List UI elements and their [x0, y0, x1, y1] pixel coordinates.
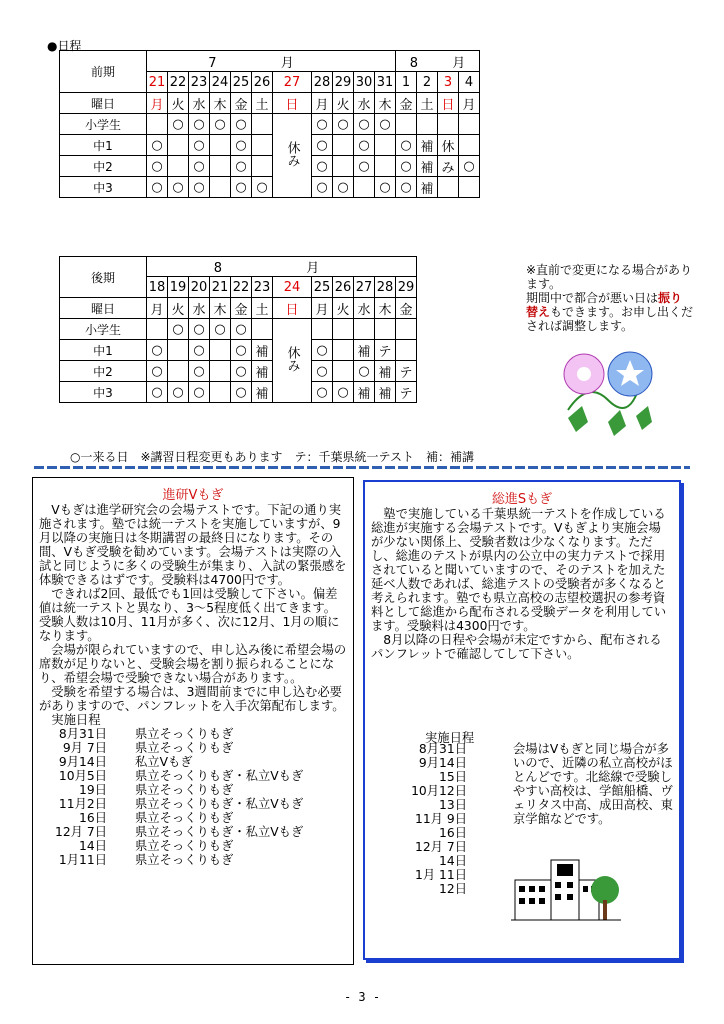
- attendance-cell: み: [438, 156, 459, 177]
- attendance-cell: [333, 340, 354, 361]
- attendance-cell: 補: [417, 156, 438, 177]
- attendance-cell: 補: [354, 340, 375, 361]
- smogi-paragraph: 塾で実施している千葉県統一テストを作成している総進が実施する会場テストです。Vもぎより実施会場が少ない関係上、受験者数は少なくなります。ただし、総進のテストが県内の公立中の実力テストで採用されていると聞いていますので、そのテストを加えた延べ人数であれば、総進テストの受験者が多くなると考えられます。塾でも県立高校の志望校選択の参考資料として総進から配布される受験データを利用しています。受験料は4300円です。: [371, 507, 667, 633]
- attendance-cell: ○: [189, 382, 210, 403]
- attendance-cell: ○: [231, 340, 252, 361]
- month-aug: 8: [213, 261, 223, 276]
- day-cell: 30: [354, 72, 375, 93]
- attendance-cell: ○: [147, 177, 168, 198]
- weekday-cell: 月: [312, 298, 333, 319]
- weekday-cell: 金: [396, 93, 417, 114]
- weekday-cell: 木: [375, 298, 396, 319]
- weekday-cell: 火: [333, 298, 354, 319]
- attendance-cell: [396, 319, 417, 340]
- smogi-paragraph: 8月以降の日程や会場が未定ですから、配布されるパンフレットで確認してして下さい。: [371, 633, 662, 661]
- weekday-cell: 金: [231, 93, 252, 114]
- attendance-cell: ○: [312, 135, 333, 156]
- attendance-cell: ○: [147, 156, 168, 177]
- attendance-cell: 補: [375, 382, 396, 403]
- attendance-cell: [147, 319, 168, 340]
- attendance-cell: ○: [189, 340, 210, 361]
- smogi-box: [363, 480, 681, 960]
- term-label: 後期: [60, 257, 147, 298]
- month-jul: 7: [208, 55, 217, 71]
- attendance-cell: ○: [354, 156, 375, 177]
- schedule-event: 県立そっくりもぎ・私立Vもぎ: [135, 797, 304, 811]
- attendance-cell: [459, 114, 480, 135]
- schedule-row: [39, 853, 347, 867]
- attendance-cell: テ: [375, 340, 396, 361]
- attendance-cell: [168, 361, 189, 382]
- grade-row: [60, 177, 480, 198]
- vmogi-sched-title: 実施日程: [39, 713, 101, 727]
- schedule-date: 12月 7日: [55, 825, 107, 839]
- attendance-cell: ○: [396, 177, 417, 198]
- month-jul-tsuki: 月: [280, 55, 294, 71]
- grade-label: 中3: [60, 177, 147, 198]
- weekday-cell: 木: [375, 93, 396, 114]
- grade-row: [60, 319, 417, 340]
- weekday-cell: 日: [438, 93, 459, 114]
- attendance-cell: ○: [375, 114, 396, 135]
- separator: [34, 466, 690, 469]
- attendance-cell: ○: [252, 177, 273, 198]
- vmogi-paragraph: 会場が限られていますので、申し込み後に希望会場の席数が足りないと、受験会場を割り振られることになり、希望会場で受験できない場合があります。。: [39, 643, 347, 685]
- day-cell: 4: [459, 72, 480, 93]
- grade-label: 小学生: [60, 114, 147, 135]
- schedule-date: 8月31日: [58, 727, 107, 741]
- schedule-date: 1月 11日: [415, 868, 467, 882]
- attendance-cell: [312, 319, 333, 340]
- weekday-cell: 月: [459, 93, 480, 114]
- schedule-event: 私立Vもぎ: [135, 755, 193, 769]
- schedule-event: 県立そっくりもぎ: [135, 783, 234, 797]
- day-cell: 3: [438, 72, 459, 93]
- attendance-cell: [375, 156, 396, 177]
- attendance-cell: 休: [438, 135, 459, 156]
- day-cell: 28: [375, 277, 396, 298]
- schedule-date: 1月11日: [58, 853, 107, 867]
- weekday-cell: 日: [273, 93, 312, 114]
- weekday-cell: 金: [231, 298, 252, 319]
- day-cell: 27: [273, 72, 312, 93]
- schedule-event: 県立そっくりもぎ: [135, 811, 234, 825]
- month-aug-tsuki: 月: [306, 261, 320, 276]
- attendance-cell: ○: [189, 156, 210, 177]
- attendance-cell: ○: [231, 382, 252, 403]
- attendance-cell: ○: [168, 177, 189, 198]
- schedule-date: 9月14日: [58, 755, 107, 769]
- schedule-row: [39, 755, 347, 769]
- attendance-cell: [333, 361, 354, 382]
- grade-row: [60, 361, 417, 382]
- side-note: [526, 263, 694, 333]
- schedule-event: 県立そっくりもぎ: [135, 741, 234, 755]
- grade-row: [60, 156, 480, 177]
- attendance-cell: 補: [252, 382, 273, 403]
- schedule-event: 県立そっくりもぎ・私立Vもぎ: [135, 769, 304, 783]
- attendance-cell: [252, 114, 273, 135]
- schedule-date: 12日: [439, 882, 467, 896]
- attendance-cell: [375, 319, 396, 340]
- attendance-cell: ○: [312, 340, 333, 361]
- day-cell: 23: [252, 277, 273, 298]
- weekday-cell: 木: [210, 93, 231, 114]
- side-note-line2b: もできます。お申し出くだされば調整します。: [526, 305, 694, 333]
- schedule-row: [39, 727, 347, 741]
- schedule-row: [39, 811, 347, 825]
- schedule-date: 10月5日: [58, 769, 107, 783]
- attendance-cell: [210, 177, 231, 198]
- vmogi-box: [32, 477, 354, 965]
- day-cell: 25: [231, 72, 252, 93]
- attendance-cell: [396, 340, 417, 361]
- day-cell: 18: [147, 277, 168, 298]
- attendance-cell: ○: [333, 114, 354, 135]
- schedule-date: 16日: [439, 826, 467, 840]
- day-cell: 21: [147, 72, 168, 93]
- attendance-cell: 補: [417, 135, 438, 156]
- side-note-line2a: 期間中で都合が悪い日は: [526, 291, 659, 305]
- weekday-cell: 火: [333, 93, 354, 114]
- schedule-row: [39, 825, 347, 839]
- attendance-cell: [396, 114, 417, 135]
- attendance-cell: ○: [333, 382, 354, 403]
- attendance-cell: [252, 135, 273, 156]
- attendance-cell: [333, 156, 354, 177]
- weekday-label: 曜日: [60, 298, 147, 319]
- schedule-date: 15日: [439, 770, 467, 784]
- weekday-cell: 木: [210, 298, 231, 319]
- day-cell: 26: [333, 277, 354, 298]
- attendance-cell: ○: [312, 156, 333, 177]
- day-cell: 2: [417, 72, 438, 93]
- attendance-cell: 補: [252, 361, 273, 382]
- holiday-mark: 休み: [284, 140, 300, 167]
- attendance-cell: [210, 361, 231, 382]
- weekday-cell: 月: [312, 93, 333, 114]
- attendance-cell: ○: [168, 114, 189, 135]
- vmogi-paragraph: できれば2回、最低でも1回は受験して下さい。偏差値は統一テストと異なり、3～5程度低く出てきます。受験人数は10月、11月が多く、次に12月、1月の順になります。: [39, 587, 340, 643]
- attendance-cell: ○: [459, 156, 480, 177]
- weekday-cell: 土: [417, 93, 438, 114]
- day-cell: 25: [312, 277, 333, 298]
- weekday-cell: 水: [189, 93, 210, 114]
- weekday-cell: 日: [273, 298, 312, 319]
- holiday-mark: 休み: [284, 345, 300, 372]
- weekday-cell: 火: [168, 93, 189, 114]
- attendance-cell: [168, 156, 189, 177]
- attendance-cell: ○: [189, 135, 210, 156]
- attendance-cell: 補: [375, 361, 396, 382]
- attendance-cell: [210, 135, 231, 156]
- schedule-date: 9月14日: [418, 756, 467, 770]
- smogi-title: 総進Sもぎ: [491, 492, 553, 507]
- attendance-cell: 補: [354, 382, 375, 403]
- attendance-cell: ○: [210, 114, 231, 135]
- schedule-date: 14日: [439, 854, 467, 868]
- attendance-cell: ○: [189, 177, 210, 198]
- schedule-date: 14日: [79, 839, 107, 853]
- day-cell: 31: [375, 72, 396, 93]
- schedule-event: 県立そっくりもぎ: [135, 727, 234, 741]
- weekday-label: 曜日: [60, 93, 147, 114]
- attendance-cell: テ: [396, 361, 417, 382]
- day-cell: 19: [168, 277, 189, 298]
- weekday-cell: 金: [396, 298, 417, 319]
- schedule-date: 8月31日: [418, 742, 467, 756]
- attendance-cell: ○: [354, 361, 375, 382]
- vmogi-title: 進研Vもぎ: [162, 488, 224, 503]
- schedule-row: [39, 783, 347, 797]
- attendance-cell: [168, 135, 189, 156]
- attendance-cell: ○: [231, 135, 252, 156]
- weekday-cell: 土: [252, 93, 273, 114]
- section-title: ●日程: [47, 39, 82, 53]
- day-cell: 22: [231, 277, 252, 298]
- day-cell: 28: [312, 72, 333, 93]
- month-aug: 8: [409, 55, 419, 71]
- grade-row: [60, 382, 417, 403]
- grade-label: 小学生: [60, 319, 147, 340]
- smogi-sched-title: 実施日程: [425, 731, 475, 745]
- attendance-cell: ○: [231, 177, 252, 198]
- school-building-illustration: [511, 850, 621, 926]
- attendance-cell: [168, 340, 189, 361]
- attendance-cell: ○: [375, 177, 396, 198]
- weekday-cell: 火: [168, 298, 189, 319]
- attendance-cell: ○: [147, 382, 168, 403]
- schedule-date: 9月 7日: [62, 741, 107, 755]
- attendance-cell: [210, 382, 231, 403]
- attendance-cell: [333, 319, 354, 340]
- attendance-cell: ○: [147, 361, 168, 382]
- attendance-cell: ○: [210, 319, 231, 340]
- schedule-date: 10月12日: [411, 784, 467, 798]
- weekday-cell: 月: [147, 93, 168, 114]
- weekday-cell: 水: [354, 93, 375, 114]
- attendance-cell: ○: [231, 361, 252, 382]
- attendance-cell: [438, 177, 459, 198]
- day-cell: 22: [168, 72, 189, 93]
- attendance-cell: ○: [396, 156, 417, 177]
- grade-label: 中1: [60, 135, 147, 156]
- weekday-cell: 水: [189, 298, 210, 319]
- attendance-cell: [210, 340, 231, 361]
- legend: ○一来る日 ※講習日程変更もあります テ：千葉県統一テスト 補：補講: [70, 450, 475, 464]
- attendance-cell: [354, 177, 375, 198]
- schedule-date: 19日: [79, 783, 107, 797]
- schedule-date: 11月 9日: [415, 812, 467, 826]
- attendance-cell: [375, 135, 396, 156]
- attendance-cell: ○: [189, 319, 210, 340]
- schedule-event: 県立そっくりもぎ・私立Vもぎ: [135, 825, 304, 839]
- grade-label: 中2: [60, 156, 147, 177]
- vmogi-paragraph: 受験を希望する場合は、3週間前までに申し込む必要がありますので、パンフレットを入手次第配布します。: [39, 685, 345, 713]
- weekday-cell: 水: [354, 298, 375, 319]
- attendance-cell: [459, 177, 480, 198]
- attendance-cell: ○: [231, 319, 252, 340]
- attendance-cell: ○: [231, 156, 252, 177]
- day-cell: 23: [189, 72, 210, 93]
- schedule-date: 11月2日: [58, 797, 107, 811]
- day-cell: 21: [210, 277, 231, 298]
- attendance-cell: ○: [354, 135, 375, 156]
- grade-row: [60, 114, 480, 135]
- attendance-cell: ○: [168, 382, 189, 403]
- day-cell: 27: [354, 277, 375, 298]
- attendance-cell: ○: [147, 135, 168, 156]
- attendance-cell: [273, 319, 312, 403]
- attendance-cell: [438, 114, 459, 135]
- attendance-cell: ○: [168, 319, 189, 340]
- schedule-row: [39, 769, 347, 783]
- attendance-cell: ○: [189, 361, 210, 382]
- schedule-date: 13日: [439, 798, 467, 812]
- day-cell: 24: [273, 277, 312, 298]
- attendance-cell: ○: [312, 114, 333, 135]
- grade-label: 中2: [60, 361, 147, 382]
- day-cell: 20: [189, 277, 210, 298]
- side-note-line1: ※直前で変更になる場合があります。: [526, 263, 693, 291]
- attendance-cell: ○: [189, 114, 210, 135]
- schedule-row: [39, 839, 347, 853]
- attendance-cell: [354, 319, 375, 340]
- schedule-event: 県立そっくりもぎ: [135, 839, 234, 853]
- first-term-table: [59, 50, 480, 198]
- term-label: 前期: [60, 51, 147, 93]
- attendance-cell: ○: [312, 361, 333, 382]
- attendance-cell: ○: [312, 382, 333, 403]
- attendance-cell: [252, 156, 273, 177]
- attendance-cell: [459, 135, 480, 156]
- grade-label: 中3: [60, 382, 147, 403]
- attendance-cell: ○: [333, 177, 354, 198]
- smogi-venue-note: 会場はVもぎと同じ場合が多いので、近隣の私立高校がほとんどです。北総線で受験しやすい高校は、学館船橋、ヴェリタス中高、成田高校、東京学館などです。: [513, 742, 673, 826]
- attendance-cell: [252, 319, 273, 340]
- schedule-event: 県立そっくりもぎ: [135, 853, 234, 867]
- attendance-cell: [417, 114, 438, 135]
- weekday-cell: 土: [252, 298, 273, 319]
- attendance-cell: ○: [312, 177, 333, 198]
- attendance-cell: [333, 135, 354, 156]
- grade-label: 中1: [60, 340, 147, 361]
- schedule-date: 16日: [79, 811, 107, 825]
- day-cell: 26: [252, 72, 273, 93]
- attendance-cell: 補: [252, 340, 273, 361]
- grade-row: [60, 135, 480, 156]
- attendance-cell: [210, 156, 231, 177]
- schedule-row: [39, 741, 347, 755]
- day-cell: 29: [396, 277, 417, 298]
- page-number: - 3 -: [343, 990, 381, 1004]
- attendance-cell: 補: [417, 177, 438, 198]
- day-cell: 1: [396, 72, 417, 93]
- month-aug-tsuki: 月: [452, 55, 466, 71]
- weekday-cell: 月: [147, 298, 168, 319]
- schedule-row: [39, 797, 347, 811]
- side-note-emphasis: 振り替え: [526, 291, 683, 319]
- day-cell: 24: [210, 72, 231, 93]
- attendance-cell: ○: [231, 114, 252, 135]
- schedule-date: 12月 7日: [415, 840, 467, 854]
- morning-glory-illustration: [548, 340, 660, 440]
- attendance-cell: ○: [147, 340, 168, 361]
- attendance-cell: テ: [396, 382, 417, 403]
- attendance-cell: [273, 114, 312, 198]
- second-term-table: [59, 256, 417, 403]
- attendance-cell: ○: [396, 135, 417, 156]
- grade-row: [60, 340, 417, 361]
- vmogi-paragraph: Vもぎは進学研究会の会場テストです。下記の通り実施されます。塾では統一テストを実施していますが、9月以降の実施日は冬期講習の最終日になります。その間、Vもぎ受験を勧めています。会場テストは実際の入試と同じように多くの受験生が集まり、入試の緊張感を体験できるはずです。受験料は4700円です。: [39, 503, 347, 587]
- day-cell: 29: [333, 72, 354, 93]
- attendance-cell: ○: [354, 114, 375, 135]
- attendance-cell: [147, 114, 168, 135]
